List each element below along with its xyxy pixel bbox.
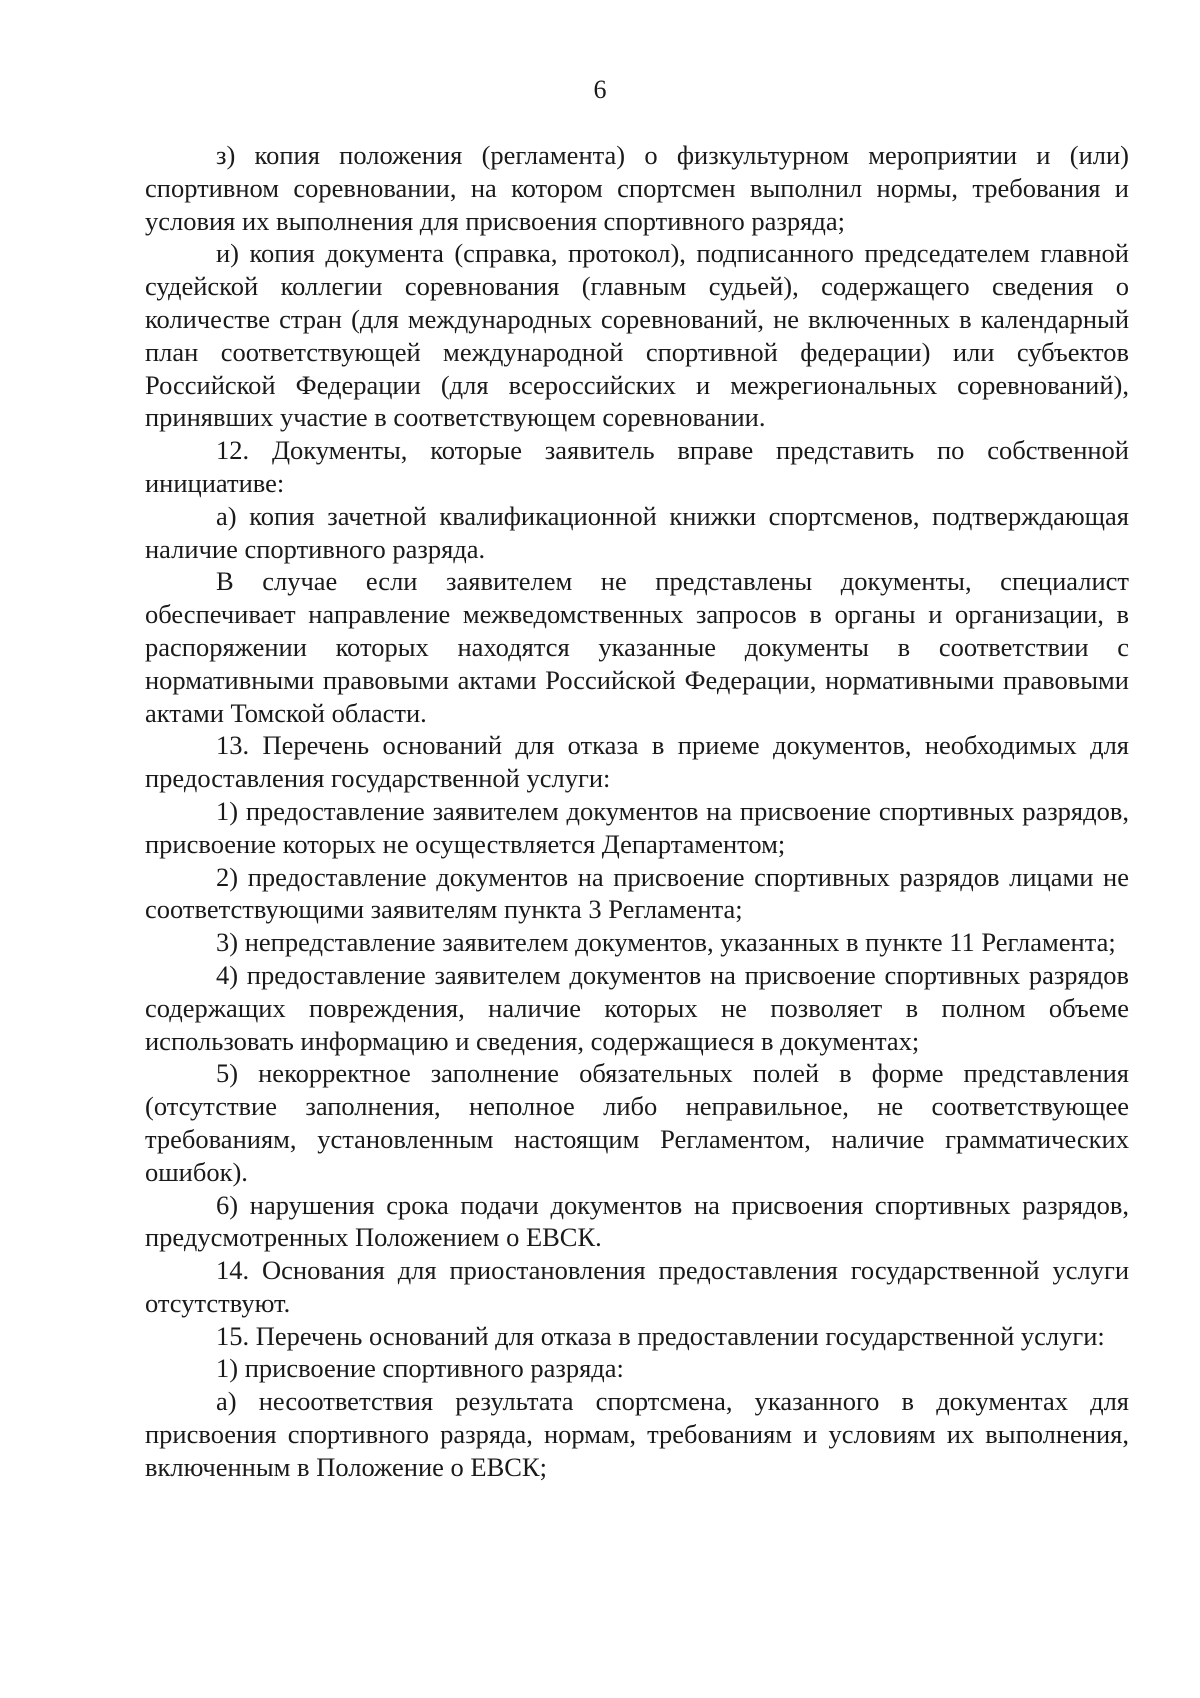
paragraph-12-a: а) копия зачетной квалификационной книжки спортсменов, подтверждающая наличие спортивного разряда. — [145, 500, 1129, 564]
paragraph-12: 12. Документы, которые заявитель вправе представить по собственной инициативе: — [145, 435, 1129, 498]
paragraph-15-1-a: а) несоответствия результата спортсмена, указанного в документах для присвоения спортивного разряда, нормам, требованиям и условиям их выполнения, включенным в Положение о ЕВСК; — [145, 1386, 1129, 1482]
paragraph-13-3: 3) непредставление заявителем документов, указанных в пункте 11 Регламента; — [216, 927, 1116, 958]
paragraph-12-note: В случае если заявителем не представлены документы, специалист обеспечивает направление межведомственных запросов в органы и организации, в распоряжении которых находятся указанные документы в соответствии с нормативными правовыми актами Российской Федерации, нормативными правовыми актами Томской области. — [145, 566, 1129, 728]
paragraph-13-6: 6) нарушения срока подачи документов на присвоения спортивных разрядов, предусмотренных Положением о ЕВСК. — [145, 1189, 1129, 1253]
paragraph-14: 14. Основания для приостановления предоставления государственной услуги отсутствуют. — [145, 1255, 1129, 1318]
paragraph-13-5: 5) некорректное заполнение обязательных полей в форме представления (отсутствие заполнения, неполное либо неправильное, не соответствующее требованиям, установленным настоящим Регламентом, наличие грамматических ошибок). — [145, 1058, 1129, 1187]
paragraph-13-1: 1) предоставление заявителем документов на присвоение спортивных разрядов, присвоение которых не осуществляется Департаментом; — [145, 795, 1129, 859]
page-number: 6 — [593, 75, 607, 104]
document-body — [145, 139, 1129, 1484]
paragraph-z: з) копия положения (регламента) о физкультурном мероприятии и (или) спортивном соревновании, на котором спортсмен выполнил нормы, требования и условия их выполнения для присвоения спортивного разряда; — [145, 140, 1129, 236]
paragraph-15-1: 1) присвоение спортивного разряда: — [216, 1353, 624, 1384]
paragraph-13: 13. Перечень оснований для отказа в приеме документов, необходимых для предоставления государственной услуги: — [145, 730, 1129, 794]
paragraph-i: и) копия документа (справка, протокол), подписанного председателем главной судейской коллегии соревнования (главным судьей), содержащего сведения о количестве стран (для международных соревнований, не включенных в календарный план соответствующей международной спортивной федерации) или субъектов Российской Федерации (для всероссийских и межрегиональных соревнований), принявших участие в соответствующем соревновании. — [145, 238, 1129, 433]
paragraph-13-2: 2) предоставление документов на присвоение спортивных разрядов лицами не соответствующими заявителям пункта 3 Регламента; — [145, 861, 1129, 925]
paragraph-15: 15. Перечень оснований для отказа в предоставлении государственной услуги: — [216, 1320, 1105, 1351]
paragraph-13-4: 4) предоставление заявителем документов на присвоение спортивных разрядов содержащих повреждения, наличие которых не позволяет в полном объеме использовать информацию и сведения, содержащиеся в документах; — [145, 959, 1129, 1056]
